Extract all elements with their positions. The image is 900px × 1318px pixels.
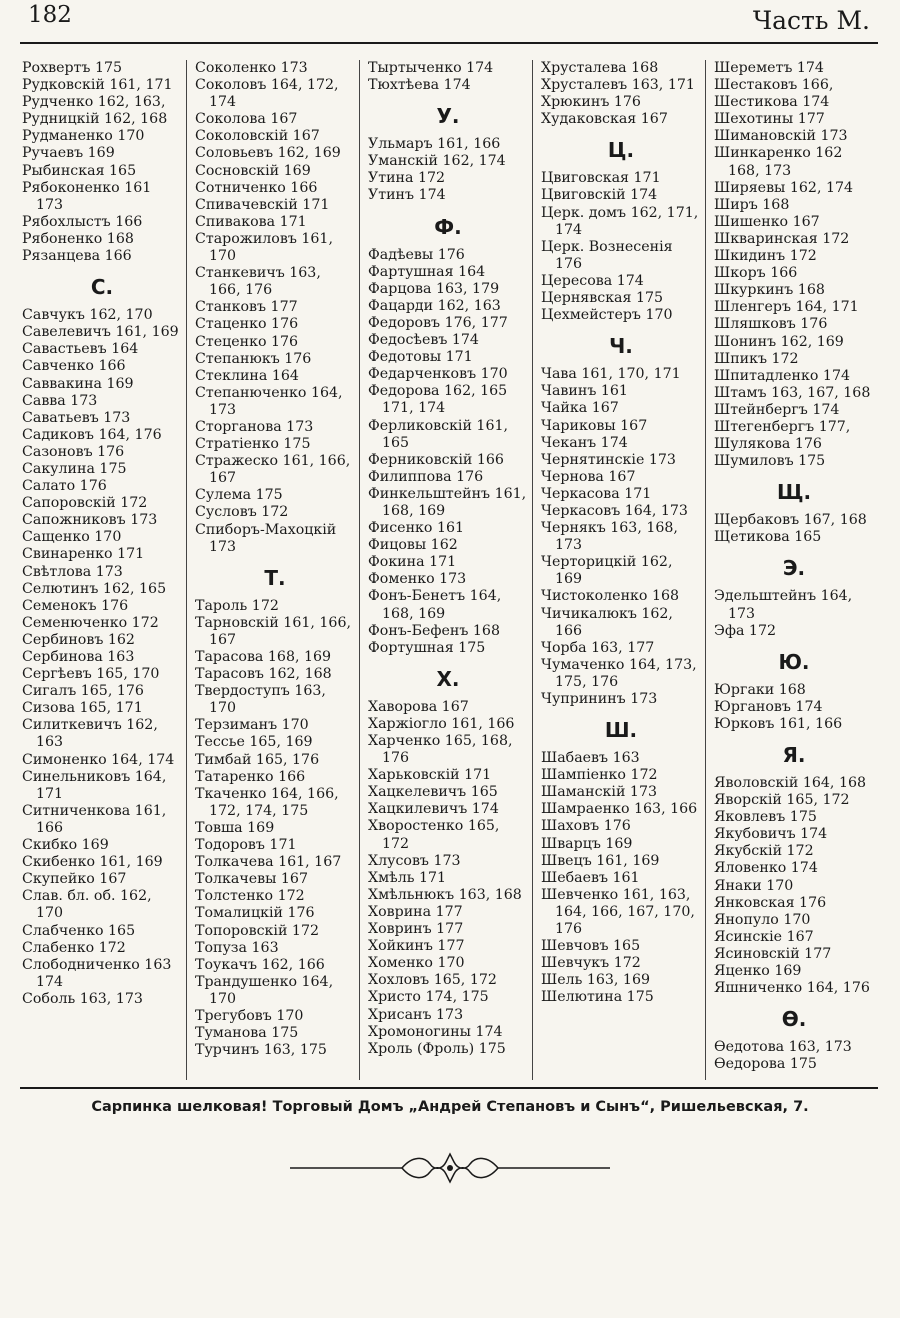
index-entry: Щербаковъ 167, 168 bbox=[714, 512, 867, 529]
index-entry: Савастьевъ 164 bbox=[22, 341, 139, 358]
index-entry: Степанюкъ 176 bbox=[195, 350, 312, 367]
index-entry: Шкуркинъ 168 bbox=[714, 282, 825, 299]
section-letter: Ф. bbox=[434, 214, 462, 239]
index-entry: Рязанцева 166 bbox=[22, 248, 132, 265]
index-entry: Симоненко 164, 174 bbox=[22, 751, 175, 768]
index-entry: Чичикалюкъ 162, 166 bbox=[541, 605, 673, 639]
index-entry: Соколовъ 164, 172, 174 bbox=[195, 77, 339, 111]
index-entry: Хацкелевичъ 165 bbox=[368, 784, 498, 801]
index-entry: Фонъ-Бенетъ 164, 168, 169 bbox=[368, 588, 502, 622]
index-entry: Спивакова 171 bbox=[195, 213, 307, 230]
index-entry: Цвиговскій 174 bbox=[541, 187, 658, 204]
index-entry: Цвиговская 171 bbox=[541, 170, 661, 187]
index-entry: Харжіогло 161, 166 bbox=[368, 715, 515, 732]
index-entry: Шкоръ 166 bbox=[714, 265, 798, 282]
index-entry: Чайка 167 bbox=[541, 400, 619, 417]
index-entry: Татаренко 166 bbox=[195, 768, 306, 785]
index-entry: Степанюченко 164, 173 bbox=[195, 384, 343, 418]
index-entry: Савелевичъ 161, 169 bbox=[22, 324, 179, 341]
index-entry: Яворскій 165, 172 bbox=[714, 792, 850, 809]
index-entry: Сакулина 175 bbox=[22, 460, 127, 477]
index-entry: Хмѣльнюкъ 163, 168 bbox=[368, 886, 522, 903]
index-entry: Хрусталева 168 bbox=[541, 60, 659, 76]
index-entry: Садиковъ 164, 176 bbox=[22, 426, 162, 443]
index-entry: Чумаченко 164, 173, 175, 176 bbox=[541, 656, 697, 690]
index-entry: Соколова 167 bbox=[195, 111, 298, 128]
index-entry: Тарасова 168, 169 bbox=[195, 649, 332, 665]
index-entry: Фокина 171 bbox=[368, 554, 457, 571]
index-entry: Слободниченко 163 174 bbox=[22, 956, 172, 990]
index-entry: Шулякова 176 bbox=[714, 436, 822, 453]
index-entry: Фицовы 162 bbox=[368, 537, 458, 554]
index-entry: Шевченко 161, 163, 164, 166, 167, 170, 176 bbox=[541, 886, 695, 938]
index-entry: Топоровскій 172 bbox=[195, 922, 320, 939]
index-entry: Сащенко 170 bbox=[22, 529, 122, 546]
index-entry: Рудченко 162, 163, bbox=[22, 94, 166, 111]
section-letter: Э. bbox=[782, 556, 806, 581]
index-entry: Станкевичъ 163, 166, 176 bbox=[195, 265, 321, 299]
index-entry: Фисенко 161 bbox=[368, 520, 465, 537]
index-entry: Щетикова 165 bbox=[714, 529, 822, 546]
index-entry: Штегенбергъ 177, bbox=[714, 418, 851, 435]
index-entry: Соловьевъ 162, 169 bbox=[195, 145, 341, 162]
index-entry: Хромоногины 174 bbox=[368, 1023, 503, 1040]
index-entry: Спивачевскій 171 bbox=[195, 196, 330, 213]
index-entry: Хойкинъ 177 bbox=[368, 938, 465, 955]
section-letter: Я. bbox=[782, 743, 806, 767]
index-entry: Утина 172 bbox=[368, 170, 446, 187]
index-entry: Хрюкинъ 176 bbox=[541, 94, 641, 111]
index-entry: Яшниченко 164, 176 bbox=[714, 980, 870, 997]
index-column-4 bbox=[532, 60, 705, 1080]
footer-rule bbox=[20, 1087, 878, 1089]
index-entry: Яловенко 174 bbox=[714, 860, 818, 877]
index-entry: Чернякъ 163, 168, 173 bbox=[541, 520, 678, 554]
index-entry: Хрисанъ 173 bbox=[368, 1006, 464, 1023]
index-entry: Юргаки 168 bbox=[714, 681, 806, 698]
index-entry: Соболь 163, 173 bbox=[22, 990, 143, 1007]
index-entry: Ясинскіе 167 bbox=[714, 928, 814, 945]
index-entry: Свѣтлова 173 bbox=[22, 563, 123, 580]
index-entry: Ручаевъ 169 bbox=[22, 145, 115, 162]
index-entry: Филиппова 176 bbox=[368, 468, 484, 485]
index-entry: Хаворова 167 bbox=[368, 698, 469, 715]
index-entry: Шехотины 177 bbox=[714, 111, 825, 128]
index-entry: Юргановъ 174 bbox=[714, 698, 823, 715]
index-entry: Шевчовъ 165 bbox=[541, 938, 641, 955]
index-entry: Церк. домъ 162, 171, 174 bbox=[541, 204, 699, 238]
index-entry: Сотниченко 166 bbox=[195, 179, 318, 196]
index-entry: Сапожниковъ 173 bbox=[22, 512, 158, 529]
index-entry: Слабченко 165 bbox=[22, 922, 136, 939]
section-letter: У. bbox=[436, 104, 460, 129]
index-entry: Черкасова 171 bbox=[541, 485, 652, 502]
index-entry: Цернявская 175 bbox=[541, 290, 664, 307]
index-entry: Фортушная 175 bbox=[368, 639, 486, 656]
section-letter: Т. bbox=[264, 565, 286, 590]
index-entry: Слабенко 172 bbox=[22, 939, 126, 956]
index-entry: Федосѣевъ 174 bbox=[368, 332, 479, 349]
index-entry: Ткаченко 164, 166, 172, 174, 175 bbox=[195, 785, 339, 819]
index-entry: Яволовскій 164, 168 bbox=[714, 775, 867, 791]
index-column-5 bbox=[705, 60, 878, 1080]
index-entry: Шелютина 175 bbox=[541, 989, 654, 1006]
index-entry: Шкваринская 172 bbox=[714, 230, 850, 247]
index-entry: Стеценко 176 bbox=[195, 333, 299, 350]
index-entry: Саватьевъ 173 bbox=[22, 409, 131, 426]
index-entry: Ситниченкова 161, 166 bbox=[22, 802, 167, 836]
index-entry: Федарченковъ 170 bbox=[368, 366, 508, 383]
index-entry: Станковъ 177 bbox=[195, 299, 298, 316]
index-entry: Шонинъ 162, 169 bbox=[714, 333, 844, 350]
index-entry: Шпитадленко 174 bbox=[714, 367, 851, 384]
index-entry: Шереметъ 174 bbox=[714, 60, 824, 76]
index-entry: Шевчукъ 172 bbox=[541, 955, 641, 972]
index-entry: Шамраенко 163, 166 bbox=[541, 801, 698, 818]
index-entry: Сербинова 163 bbox=[22, 649, 135, 665]
index-entry: Шебаевъ 161 bbox=[541, 869, 640, 886]
index-entry: Чупрининъ 173 bbox=[541, 691, 658, 707]
index-entry: Ширъ 168 bbox=[714, 196, 790, 213]
index-entry: Ѳедорова 175 bbox=[714, 1056, 817, 1073]
index-entry: Эдельштейнъ 164, 173 bbox=[714, 588, 853, 622]
index-entry: Товша 169 bbox=[195, 819, 275, 836]
index-entry: Федорова 162, 165 171, 174 bbox=[368, 383, 508, 417]
index-entry: Хацкилевичъ 174 bbox=[368, 801, 499, 818]
index-entry: Шляшковъ 176 bbox=[714, 316, 828, 333]
index-entry: Стратіенко 175 bbox=[195, 436, 311, 453]
section-letter: Ц. bbox=[607, 138, 635, 163]
page-number: 182 bbox=[28, 2, 72, 28]
index-entry: Чистоколенко 168 bbox=[541, 588, 680, 605]
index-entry: Фартушная 164 bbox=[368, 263, 486, 280]
index-entry: Шаманскій 173 bbox=[541, 784, 657, 801]
index-entry: Фарцова 163, 179 bbox=[368, 280, 500, 297]
index-entry: Сергѣевъ 165, 170 bbox=[22, 666, 160, 683]
index-entry: Сазоновъ 176 bbox=[22, 443, 125, 460]
index-entry: Сторганова 173 bbox=[195, 418, 314, 435]
index-entry: Тыртыченко 174 bbox=[368, 60, 494, 76]
index-entry: Тимбай 165, 176 bbox=[195, 751, 320, 768]
index-entry: Чернятинскіе 173 bbox=[541, 451, 676, 468]
index-entry: Утинъ 174 bbox=[368, 187, 446, 204]
index-entry: Свинаренко 171 bbox=[22, 546, 145, 563]
index-entry: Якубскій 172 bbox=[714, 843, 814, 860]
index-entry: Черторицкій 162, 169 bbox=[541, 554, 673, 588]
index-entry: Селютинъ 162, 165 bbox=[22, 580, 167, 597]
index-columns bbox=[14, 60, 878, 1080]
section-letter: Ш. bbox=[604, 718, 638, 743]
index-entry: Сербиновъ 162 bbox=[22, 631, 135, 648]
index-entry: Шабаевъ 163 bbox=[541, 750, 640, 767]
footer-advertisement: Сарпинка шелковая! Торговый Домъ „Андрей Степановъ и Сынъ“, Ришельевская, 7. bbox=[91, 1099, 809, 1115]
index-entry: Тароль 172 bbox=[195, 597, 279, 614]
index-entry: Хрусталевъ 163, 171 bbox=[541, 77, 695, 94]
ornament-divider bbox=[290, 1148, 610, 1188]
index-entry: Шварцъ 169 bbox=[541, 835, 633, 852]
index-entry: Скибко 169 bbox=[22, 837, 109, 854]
index-entry: Шпикъ 172 bbox=[714, 350, 799, 367]
index-entry: Эфа 172 bbox=[714, 622, 777, 639]
index-entry: Христо 174, 175 bbox=[368, 989, 489, 1006]
index-entry: Хмѣль 171 bbox=[368, 869, 447, 886]
index-entry: Шаховъ 176 bbox=[541, 818, 631, 835]
index-entry: Тюхтѣева 174 bbox=[368, 77, 471, 94]
index-entry: Саввакина 169 bbox=[22, 375, 134, 392]
index-entry: Шленгеръ 164, 171 bbox=[714, 299, 859, 316]
index-entry: Штейнбергъ 174 bbox=[714, 401, 840, 418]
index-entry: Хроль (Фроль) 175 bbox=[368, 1040, 506, 1057]
index-entry: Янаки 170 bbox=[714, 877, 794, 894]
section-letter: Х. bbox=[436, 666, 460, 691]
index-entry: Стаценко 176 bbox=[195, 316, 299, 333]
index-entry: Рудманенко 170 bbox=[22, 128, 145, 145]
index-entry: Ульмаръ 161, 166 bbox=[368, 136, 501, 153]
index-entry: Тессье 165, 169 bbox=[195, 734, 313, 751]
index-entry: Фоменко 173 bbox=[368, 571, 467, 588]
index-entry: Фонъ-Бефенъ 168 bbox=[368, 622, 500, 639]
index-entry: Савченко 166 bbox=[22, 358, 126, 375]
index-entry: Туманова 175 bbox=[195, 1025, 299, 1042]
index-entry: Шампіенко 172 bbox=[541, 767, 658, 784]
index-entry: Ферниковскій 166 bbox=[368, 451, 504, 468]
index-entry: Чорба 163, 177 bbox=[541, 639, 655, 656]
index-entry: Ховрина 177 bbox=[368, 903, 463, 920]
index-entry: Яценко 169 bbox=[714, 963, 802, 980]
index-entry: Хоменко 170 bbox=[368, 955, 465, 972]
index-entry: Федотовы 171 bbox=[368, 349, 473, 366]
index-entry: Савчукъ 162, 170 bbox=[22, 307, 153, 324]
index-entry: Турчинъ 163, 175 bbox=[195, 1042, 327, 1059]
index-entry: Шишенко 167 bbox=[714, 213, 820, 230]
index-entry: Худаковская 167 bbox=[541, 111, 668, 128]
index-entry: Шестикова 174 bbox=[714, 94, 830, 111]
index-column-2 bbox=[186, 60, 359, 1080]
index-entry: Рудницкій 162, 168 bbox=[22, 111, 168, 128]
index-entry: Сулема 175 bbox=[195, 487, 283, 504]
index-entry: Трандушенко 164, 170 bbox=[195, 973, 334, 1007]
index-entry: Силиткевичъ 162, 163 bbox=[22, 717, 158, 751]
section-letter: Ѳ. bbox=[781, 1007, 807, 1032]
index-entry: Чавинъ 161 bbox=[541, 383, 628, 400]
index-entry: Янковская 176 bbox=[714, 894, 827, 911]
index-entry: Ясиновскій 177 bbox=[714, 945, 832, 962]
index-entry: Сигалъ 165, 176 bbox=[22, 683, 144, 700]
index-entry: Фацарди 162, 163 bbox=[368, 297, 501, 314]
index-entry: Юрковъ 161, 166 bbox=[714, 715, 843, 732]
index-entry: Тарасовъ 162, 168 bbox=[195, 666, 332, 683]
index-entry: Савва 173 bbox=[22, 392, 98, 409]
index-entry: Чариковы 167 bbox=[541, 417, 648, 434]
index-entry: Твердоступъ 163, 170 bbox=[195, 683, 326, 717]
index-entry: Топуза 163 bbox=[195, 939, 279, 956]
index-column-1 bbox=[14, 60, 186, 1080]
index-entry: Рябохлыстъ 166 bbox=[22, 213, 143, 230]
index-entry: Харченко 165, 168, 176 bbox=[368, 733, 513, 767]
index-entry: Семенокъ 176 bbox=[22, 597, 129, 614]
index-entry: Штамъ 163, 167, 168 bbox=[714, 384, 871, 401]
index-entry: Сосновскій 169 bbox=[195, 162, 311, 179]
index-entry: Яковлевъ 175 bbox=[714, 809, 817, 826]
index-entry: Ферликовскій 161, 165 bbox=[368, 417, 509, 451]
index-entry: Сусловъ 172 bbox=[195, 504, 289, 521]
index-entry: Рябоконенко 161 173 bbox=[22, 179, 152, 213]
index-entry: Ѳедотова 163, 173 bbox=[714, 1039, 852, 1056]
header-rule bbox=[20, 42, 878, 44]
index-entry: Шестаковъ 166, bbox=[714, 77, 834, 94]
index-entry: Швецъ 161, 169 bbox=[541, 852, 660, 869]
index-entry: Церк. Вознесенія 176 bbox=[541, 238, 673, 272]
index-entry: Хохловъ 165, 172 bbox=[368, 972, 497, 989]
index-entry: Цехмейстеръ 170 bbox=[541, 307, 673, 324]
index-entry: Стражеско 161, 166, 167 bbox=[195, 453, 351, 487]
index-entry: Терзиманъ 170 bbox=[195, 717, 309, 734]
index-entry: Янопуло 170 bbox=[714, 911, 811, 928]
index-entry: Хворостенко 165, 172 bbox=[368, 818, 500, 852]
index-entry: Толстенко 172 bbox=[195, 888, 305, 905]
index-entry: Сизова 165, 171 bbox=[22, 700, 143, 717]
index-entry: Рыбинская 165 bbox=[22, 162, 137, 179]
section-letter: Щ. bbox=[776, 480, 812, 505]
index-entry: Ширяевы 162, 174 bbox=[714, 179, 854, 196]
index-entry: Рудковскій 161, 171 bbox=[22, 77, 173, 94]
index-entry: Чернова 167 bbox=[541, 468, 636, 485]
section-letter: Ч. bbox=[609, 334, 633, 359]
index-entry: Уманскій 162, 174 bbox=[368, 153, 506, 170]
index-entry: Стеклина 164 bbox=[195, 367, 299, 384]
index-entry: Спиборъ-Махоцкій 173 bbox=[195, 521, 337, 555]
index-entry: Синельниковъ 164, 171 bbox=[22, 768, 167, 802]
index-entry: Толкачевы 167 bbox=[195, 871, 308, 888]
index-entry: Толкачева 161, 167 bbox=[195, 854, 342, 871]
index-entry: Федоровъ 176, 177 bbox=[368, 314, 508, 331]
index-entry: Шель 163, 169 bbox=[541, 972, 651, 989]
index-entry: Чава 161, 170, 171 bbox=[541, 366, 681, 383]
index-entry: Слав. бл. об. 162, 170 bbox=[22, 888, 152, 922]
section-letter: С. bbox=[90, 275, 114, 300]
index-entry: Тоукачъ 162, 166 bbox=[195, 956, 325, 973]
index-entry: Шимановскій 173 bbox=[714, 128, 848, 145]
index-entry: Харьковскій 171 bbox=[368, 767, 492, 784]
index-entry: Шумиловъ 175 bbox=[714, 453, 826, 470]
index-entry: Тарновскій 161, 166, 167 bbox=[195, 614, 351, 648]
section-letter: Ю. bbox=[778, 649, 810, 674]
index-entry: Фадѣевы 176 bbox=[368, 246, 465, 263]
index-entry: Тодоровъ 171 bbox=[195, 837, 297, 854]
index-entry: Сапоровскій 172 bbox=[22, 495, 148, 512]
index-entry: Ховринъ 177 bbox=[368, 921, 464, 938]
index-entry: Шкидинъ 172 bbox=[714, 248, 817, 265]
index-entry: Томалицкій 176 bbox=[195, 905, 315, 922]
index-entry: Семенюченко 172 bbox=[22, 614, 159, 631]
index-entry: Рябоненко 168 bbox=[22, 230, 134, 247]
index-entry: Якубовичъ 174 bbox=[714, 826, 828, 843]
index-entry: Скупейко 167 bbox=[22, 871, 127, 888]
index-entry: Шинкаренко 162 168, 173 bbox=[714, 145, 843, 179]
index-entry: Черкасовъ 164, 173 bbox=[541, 502, 688, 519]
index-entry: Старожиловъ 161, 170 bbox=[195, 230, 333, 265]
index-entry: Салато 176 bbox=[22, 478, 107, 495]
index-entry: Хлусовъ 173 bbox=[368, 852, 461, 869]
index-entry: Соколенко 173 bbox=[195, 60, 308, 76]
part-title: Часть М. bbox=[752, 6, 870, 35]
index-entry: Цересова 174 bbox=[541, 272, 644, 289]
index-entry: Соколовскій 167 bbox=[195, 128, 320, 145]
index-entry: Скибенко 161, 169 bbox=[22, 854, 163, 871]
index-column-3 bbox=[359, 60, 532, 1080]
index-entry: Чеканъ 174 bbox=[541, 434, 628, 451]
index-entry: Рохвертъ 175 bbox=[22, 60, 123, 76]
index-entry: Трегубовъ 170 bbox=[195, 1007, 304, 1024]
index-entry: Финкельштейнъ 161, 168, 169 bbox=[368, 485, 527, 519]
